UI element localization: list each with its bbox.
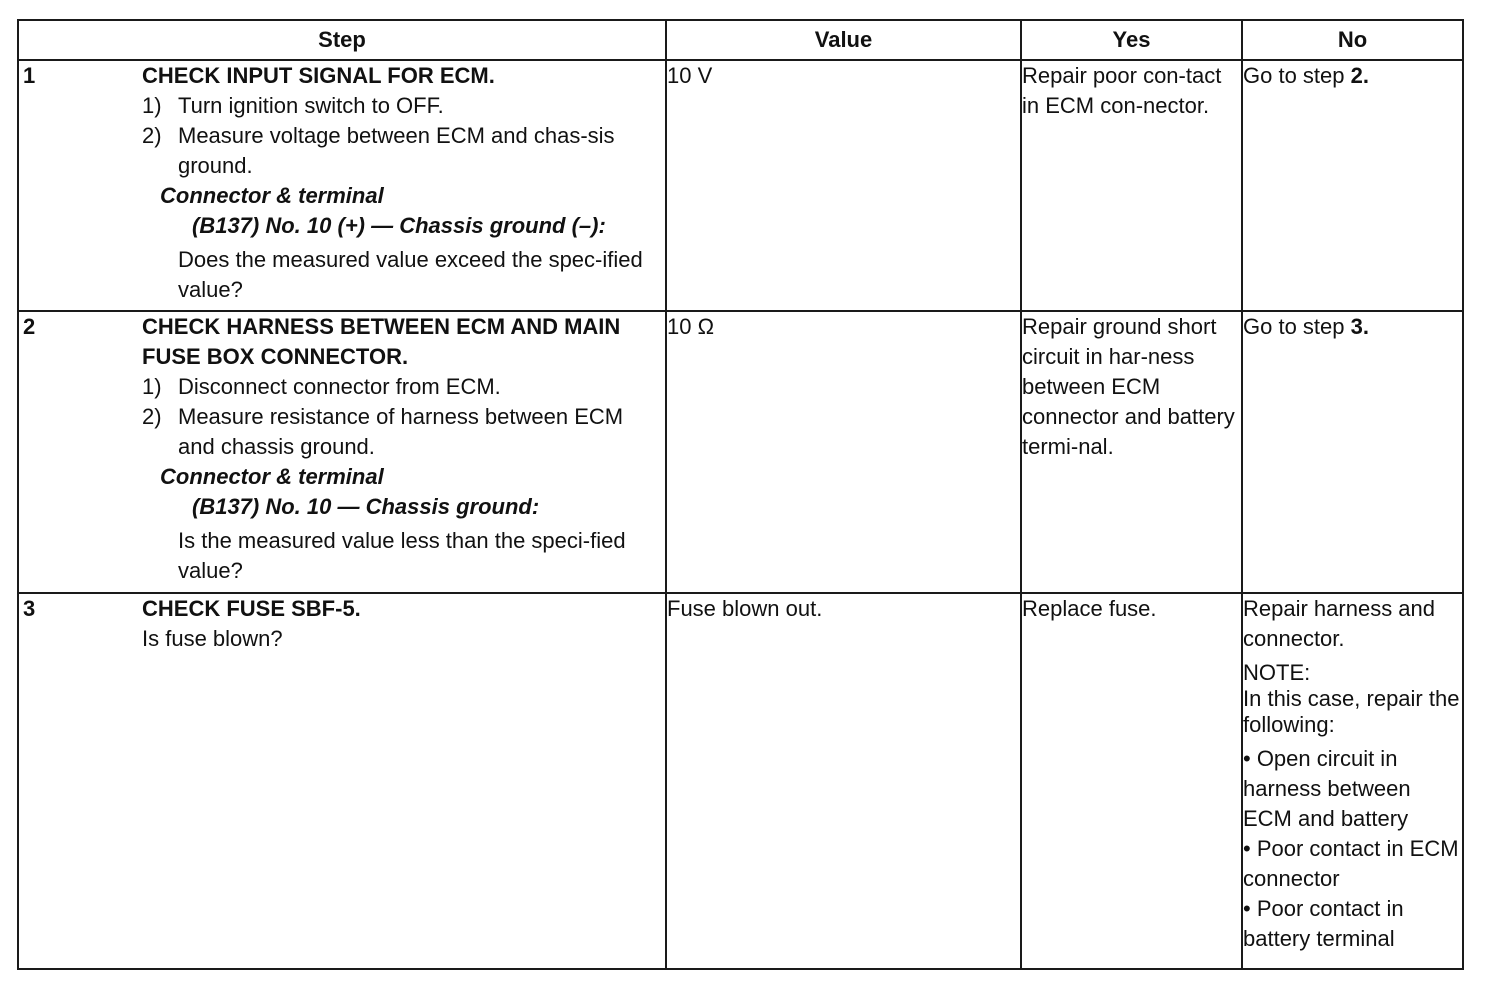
table-row bbox=[18, 311, 1463, 593]
no-cell bbox=[1242, 593, 1463, 969]
step-title: CHECK FUSE SBF-5. bbox=[142, 596, 361, 621]
yes-cell: Repair ground short circuit in har-ness between ECM connector and battery termi-nal. bbox=[1021, 311, 1242, 593]
step-question: Is fuse blown? bbox=[142, 626, 283, 651]
note-bullet-list bbox=[1243, 744, 1462, 954]
note-text: In this case, repair the following: bbox=[1243, 686, 1460, 737]
step-number: 3 bbox=[23, 596, 36, 621]
diagnostic-table bbox=[17, 19, 1464, 970]
list-item: 2) Measure voltage between ECM and chas-sis ground. bbox=[142, 123, 615, 178]
header-value: Value bbox=[666, 20, 1021, 60]
step-title: CHECK INPUT SIGNAL FOR ECM. bbox=[142, 63, 495, 88]
step-number: 1 bbox=[23, 63, 36, 88]
yes-cell: Repair poor con-tact in ECM con-nector. bbox=[1021, 60, 1242, 311]
terminal-spec: (B137) No. 10 — Chassis ground: bbox=[192, 494, 540, 519]
terminal-spec: (B137) No. 10 (+) — Chassis ground (–): bbox=[192, 213, 606, 238]
note-label: NOTE: bbox=[1243, 660, 1311, 685]
table-header-row bbox=[18, 20, 1463, 60]
list-item: • Open circuit in harness between ECM and battery bbox=[1243, 746, 1411, 831]
list-item: 2) Measure resistance of harness between ECM and chassis ground. bbox=[142, 404, 624, 459]
connector-label: Connector & terminal bbox=[160, 183, 384, 208]
step-cell bbox=[18, 60, 666, 311]
yes-cell: Replace fuse. bbox=[1021, 593, 1242, 969]
table-row bbox=[18, 593, 1463, 969]
next-step-ref: 2. bbox=[1350, 63, 1369, 88]
table-row bbox=[18, 60, 1463, 311]
step-cell bbox=[18, 311, 666, 593]
value-cell: Fuse blown out. bbox=[666, 593, 1021, 969]
value-cell: 10 V bbox=[666, 60, 1021, 311]
step-number: 2 bbox=[23, 314, 36, 339]
no-action: Repair harness and connector. bbox=[1243, 596, 1436, 651]
next-step-ref: 3. bbox=[1350, 314, 1369, 339]
header-step: Step bbox=[18, 20, 666, 60]
no-cell: Go to step 3. bbox=[1242, 311, 1463, 593]
list-item: 1) Turn ignition switch to OFF. bbox=[142, 93, 444, 118]
list-item: • Poor contact in ECM connector bbox=[1243, 836, 1459, 891]
step-question: Is the measured value less than the speci-fied value? bbox=[178, 528, 626, 583]
connector-label: Connector & terminal bbox=[160, 464, 384, 489]
header-yes: Yes bbox=[1021, 20, 1242, 60]
step-question: Does the measured value exceed the spec-ified value? bbox=[178, 247, 643, 302]
step-cell bbox=[18, 593, 666, 969]
value-cell: 10 Ω bbox=[666, 311, 1021, 593]
list-item: • Poor contact in battery terminal bbox=[1243, 896, 1404, 951]
no-cell: Go to step 2. bbox=[1242, 60, 1463, 311]
step-title: CHECK HARNESS BETWEEN ECM AND MAIN FUSE BOX CONNECTOR. bbox=[142, 314, 621, 369]
list-item: 1) Disconnect connector from ECM. bbox=[142, 374, 501, 399]
header-no: No bbox=[1242, 20, 1463, 60]
